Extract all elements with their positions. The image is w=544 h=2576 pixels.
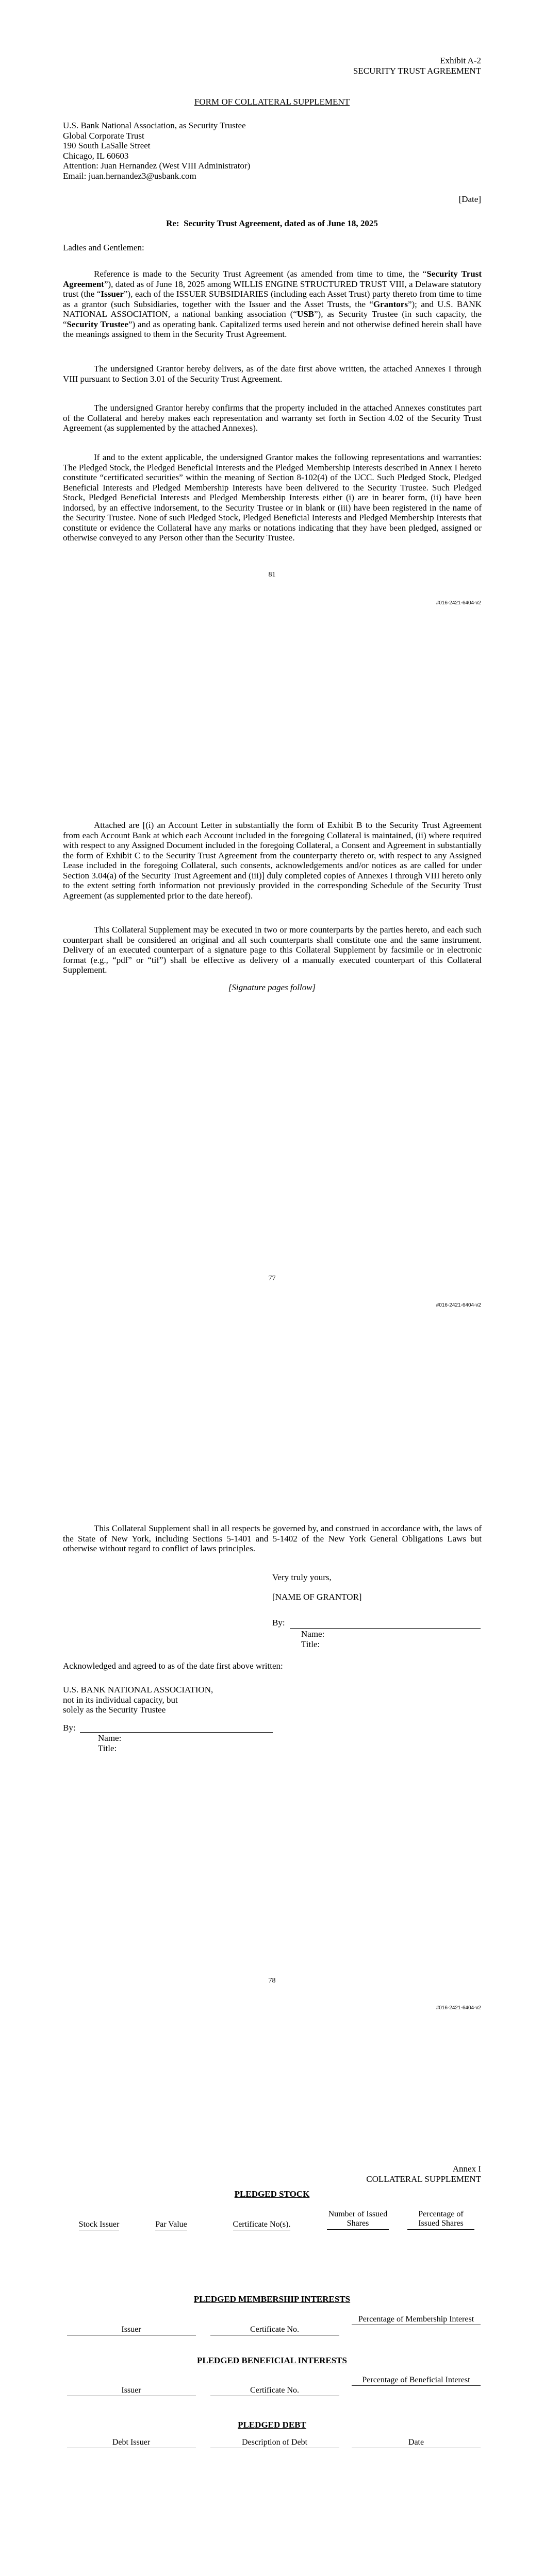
closing: Very truly yours, <box>272 1572 332 1582</box>
bank-line: not in its individual capacity, but <box>63 1694 178 1705</box>
column-header: Description of Debt <box>206 2438 343 2448</box>
security-trustee-block <box>63 1685 213 1715</box>
agreement-title: SECURITY TRUST AGREEMENT <box>353 65 481 76</box>
re-subject: Security Trust Agreement, dated as of June 18, 2025 <box>184 218 378 228</box>
salutation: Ladies and Gentlemen: <box>63 243 144 252</box>
exhibit-header <box>275 56 481 76</box>
exhibit-label: Exhibit A-2 <box>440 56 481 65</box>
column-header: Date <box>351 2438 482 2448</box>
page-2 <box>0 703 544 1406</box>
paragraph-attachments: Attached are [(i) an Account Letter in substantially the form of Exhibit B to the Security Trust Agreement from each Account Bank at which each Account included in the foregoing Collateral is maintained, (ii) where required with respect to any Assigned Document included in the foregoing Collateral, a Consent and Agreement in substantially the form of Exhibit C to the Security Trust Agreement from the counterparty thereto or, with respect to any Assigned Lease included in the foregoing Collateral, such consents, acknowledgements and/or notices as are called for under Section 3.04(a) of the Security Trust Agreement and (iii)] duly completed copies of Annexes I through VIII hereto only to the extent setting forth information not previously provided in the corresponding Schedule of the Security Trust Agreement (as supplemented prior to the date hereof). <box>63 820 482 901</box>
form-title: FORM OF COLLATERAL SUPPLEMENT <box>194 97 350 107</box>
column-header: Certificate No(s). <box>206 2220 317 2230</box>
signature-by-label: By: <box>272 1618 285 1628</box>
column-header: Issuer <box>63 2386 200 2396</box>
annex-label: Annex I <box>452 2164 481 2174</box>
column-header: Number of Issued Shares <box>322 2210 394 2230</box>
paragraph-representations: If and to the extent applicable, the undersigned Grantor makes the following representations and warranties: The Pledged Stock, the Pledged Beneficial Interests and the Pledged Membership Interests described in Annex I hereto constitute “certificated securities” within the meaning of Section 8-102(4) of the UCC. Such Pledged Stock, Pledged Beneficial Interests and Pledged Membership Interests have been delivered to the Security Trustee. Such Pledged Stock, Pledged Beneficial Interests and Pledged Membership Interests either (i) are in bearer form, (ii) have been indorsed, by an effective indorsement, to the Security Trustee or in blank or (iii) have been registered in the name of the Security Trustee. None of such Pledged Stock, Pledged Beneficial Interests and Pledged Membership Interests that constitute or evidence the Collateral have any marks or notations indicating that they have been pledged, assigned or otherwise conveyed to any Person other than the Security Trustee. <box>63 452 482 543</box>
column-header: Percentage of Beneficial Interest <box>351 2376 482 2386</box>
pledged-debt-heading: PLEDGED DEBT <box>238 2420 306 2430</box>
signature-name-label: Name: <box>301 1629 325 1639</box>
pledged-stock-heading: PLEDGED STOCK <box>234 2189 310 2199</box>
column-header: Certificate No. <box>206 2325 343 2335</box>
column-header: Issuer <box>63 2325 200 2335</box>
column-header: Percentage of Issued Shares <box>400 2210 482 2230</box>
page-3 <box>0 1406 544 2110</box>
grantor-name: [NAME OF GRANTOR] <box>272 1592 362 1602</box>
pledged-beneficial-heading: PLEDGED BENEFICIAL INTERESTS <box>197 2355 347 2365</box>
page-4 <box>0 2110 544 2576</box>
paragraph-reference: Reference is made to the Security Trust Agreement (as amended from time to time, the “Security Trust Agreement”), dated as of June 18, 2025 among WILLIS ENGINE STRUCTURED TRUST VIII, a Delaware statutory trust (the “Issuer”), each of the ISSUER SUBSIDIARIES (including each Asset Trust) party thereto from time to time as a grantor (such Subsidiaries, together with the Issuer and the Asset Trusts, the “Grantors”); and U.S. BANK NATIONAL ASSOCIATION, a national banking association (“USB”), as Security Trustee (in such capacity, the “Security Trustee”) and as operating bank. Capitalized terms used herein and not otherwise defined herein shall have the meanings assigned to them in the Security Trust Agreement. <box>63 269 482 340</box>
document-footer-id: #016-2421-6404-v2 <box>436 2005 481 2011</box>
addressee-block <box>63 121 372 181</box>
address-line: 190 South LaSalle Street <box>63 141 151 151</box>
acknowledgement: Acknowledged and agreed to as of the date first above written: <box>63 1661 283 1671</box>
trustee-name-label: Name: <box>98 1733 122 1743</box>
paragraph-counterparts: This Collateral Supplement may be executed in two or more counterparts by the parties hereto, and each such counterpart shall be considered an original and all such counterparts shall constitute one and the same instrument. Delivery of an executed counterpart of a signature page to this Collateral Supplement by facsimile or in electronic format (e.g., “pdf” or “tif”) shall be effective as delivery of a manually executed counterpart of this Collateral Supplement. <box>63 925 482 975</box>
column-header: Certificate No. <box>206 2386 343 2396</box>
page-number: 81 <box>268 571 276 579</box>
paragraph-confirmation: The undersigned Grantor hereby confirms that the property included in the attached Annexes constitutes part of the Collateral and hereby makes each representation and warranty set forth in Section 4.02 of the Security Trust Agreement (as supplemented by the attached Annexes). <box>63 403 482 433</box>
annex-title: COLLATERAL SUPPLEMENT <box>366 2174 481 2184</box>
annex-header <box>275 2164 481 2184</box>
page-number: 77 <box>268 1275 276 1282</box>
paragraph-annexes: The undersigned Grantor hereby delivers, as of the date first above written, the attached Annexes I through VIII pursuant to Section 3.01 of the Security Trust Agreement. <box>63 364 482 384</box>
signature-pages-note: [Signature pages follow] <box>228 982 316 992</box>
bank-line: U.S. BANK NATIONAL ASSOCIATION, <box>63 1685 213 1694</box>
address-line: U.S. Bank National Association, as Security Trustee <box>63 121 246 130</box>
address-line: Global Corporate Trust <box>63 130 144 141</box>
trustee-by-label: By: <box>63 1723 76 1733</box>
column-header: Stock Issuer <box>63 2220 135 2230</box>
page-number: 78 <box>268 1977 276 1985</box>
document-footer-id: #016-2421-6404-v2 <box>436 600 481 606</box>
document-footer-id: #016-2421-6404-v2 <box>436 1302 481 1308</box>
trustee-title-label: Title: <box>98 1743 117 1753</box>
address-email: Email: juan.hernandez3@usbank.com <box>63 171 196 181</box>
column-header: Debt Issuer <box>63 2438 200 2448</box>
bank-line: solely as the Security Trustee <box>63 1705 166 1715</box>
column-header: Percentage of Membership Interest <box>351 2315 482 2325</box>
column-header: Par Value <box>140 2220 202 2230</box>
address-line: Chicago, IL 60603 <box>63 150 129 161</box>
date-placeholder: [Date] <box>458 194 481 204</box>
pledged-membership-heading: PLEDGED MEMBERSHIP INTERESTS <box>193 2294 351 2304</box>
signature-title-label: Title: <box>301 1639 320 1649</box>
signature-line <box>290 1628 481 1629</box>
page-1 <box>0 0 544 703</box>
paragraph-governing-law: This Collateral Supplement shall in all respects be governed by, and construed in accordance with, the laws of the State of New York, including Sections 5-1401 and 5-1402 of the New York General Obligations Laws but otherwise without regard to conflict of laws principles. <box>63 1523 482 1554</box>
trustee-signature-line <box>80 1732 273 1733</box>
address-line: Attention: Juan Hernandez (West VIII Administrator) <box>63 161 251 171</box>
re-line: Re: Security Trust Agreement, dated as of June 18, 2025 <box>166 218 378 228</box>
